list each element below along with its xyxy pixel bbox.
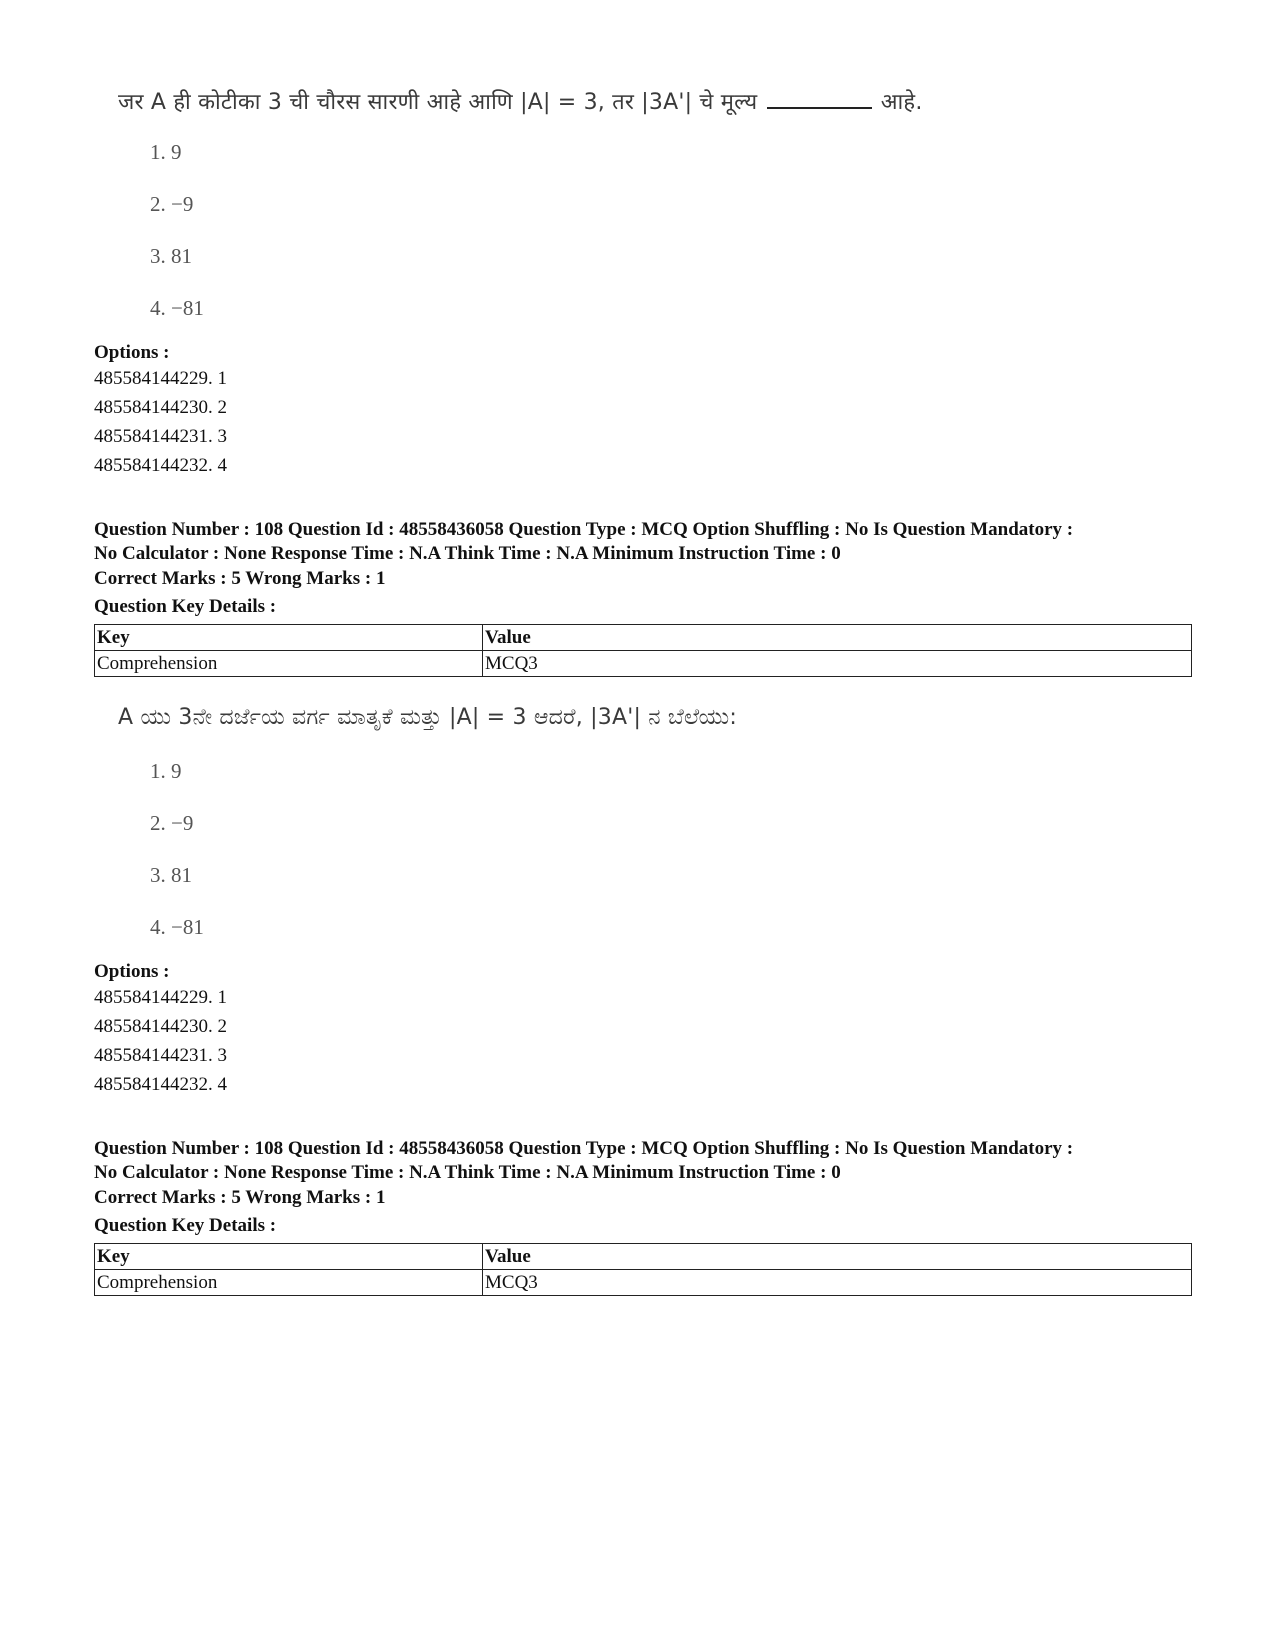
question-choice: 3. 81 — [150, 244, 192, 268]
options-section — [94, 961, 1194, 1099]
question-meta-line: Question Number : 108 Question Id : 48558436058 Question Type : MCQ Option Shuffling : No Is Question Mandatory : — [94, 1138, 1074, 1159]
marks-line: Correct Marks : 5 Wrong Marks : 1 — [94, 1187, 386, 1208]
question-stem-text: A ಯು 3ನೇ ದರ್ಜೆಯ ವರ್ಗ ಮಾತೃಕೆ ಮತ್ತು |A| = 3 ಆದರೆ, |3A'| ನ ಬೆಲೆಯು: — [118, 705, 737, 730]
option-item: 485584144229. 1 — [94, 987, 227, 1008]
question-choice: 1. 9 — [150, 759, 182, 783]
answer-blank — [767, 91, 872, 109]
table-cell-value: MCQ3 — [483, 651, 1192, 677]
table-row — [95, 1270, 1192, 1296]
question-image-kannada — [118, 705, 1018, 945]
question-meta-line: Question Number : 108 Question Id : 48558436058 Question Type : MCQ Option Shuffling : No Is Question Mandatory : — [94, 519, 1074, 540]
question-meta-line: No Calculator : None Response Time : N.A Think Time : N.A Minimum Instruction Time : 0 — [94, 1162, 841, 1183]
table-header-value: Value — [483, 625, 1192, 651]
question-key-table — [94, 624, 1192, 677]
question-key-table — [94, 1243, 1192, 1296]
options-label: Options : — [94, 342, 170, 363]
option-item: 485584144231. 3 — [94, 426, 227, 447]
option-item: 485584144230. 2 — [94, 1016, 227, 1037]
option-item: 485584144231. 3 — [94, 1045, 227, 1066]
options-section — [94, 342, 1194, 480]
table-header-row — [95, 625, 1192, 651]
option-item: 485584144229. 1 — [94, 368, 227, 389]
key-details-label: Question Key Details : — [94, 596, 277, 617]
key-details-label: Question Key Details : — [94, 1215, 277, 1236]
marks-line: Correct Marks : 5 Wrong Marks : 1 — [94, 568, 386, 589]
question-stem — [118, 86, 1018, 116]
table-cell-key: Comprehension — [95, 1270, 483, 1296]
options-label: Options : — [94, 961, 170, 982]
table-row — [95, 651, 1192, 677]
question-choice: 3. 81 — [150, 863, 192, 887]
question-choice: 4. −81 — [150, 296, 204, 320]
question-meta-line: No Calculator : None Response Time : N.A Think Time : N.A Minimum Instruction Time : 0 — [94, 543, 841, 564]
question-choice: 4. −81 — [150, 915, 204, 939]
question-stem-text: जर A ही कोटीका 3 ची चौरस सारणी आहे आणि |A| = 3, तर |3A'| चे मूल्य — [118, 90, 758, 115]
question-meta — [94, 1137, 1204, 1185]
question-stem-suffix: आहे. — [880, 90, 923, 115]
question-image-marathi — [118, 86, 1018, 326]
question-meta — [94, 518, 1204, 566]
table-header-row — [95, 1244, 1192, 1270]
question-choice: 2. −9 — [150, 192, 194, 216]
question-stem — [118, 705, 1018, 730]
table-cell-key: Comprehension — [95, 651, 483, 677]
table-cell-value: MCQ3 — [483, 1270, 1192, 1296]
option-item: 485584144230. 2 — [94, 397, 227, 418]
option-item: 485584144232. 4 — [94, 1074, 227, 1095]
option-item: 485584144232. 4 — [94, 455, 227, 476]
question-choice: 2. −9 — [150, 811, 194, 835]
table-header-key: Key — [95, 1244, 483, 1270]
question-choice: 1. 9 — [150, 140, 182, 164]
table-header-value: Value — [483, 1244, 1192, 1270]
table-header-key: Key — [95, 625, 483, 651]
